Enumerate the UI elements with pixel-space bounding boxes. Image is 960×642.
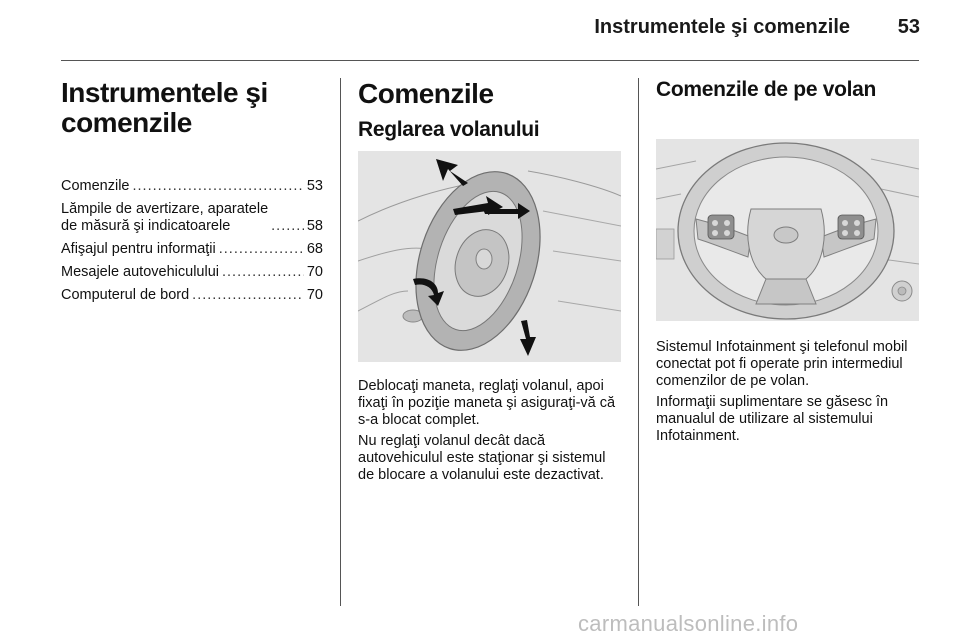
section-title: Comenzile (358, 78, 494, 109)
toc-entry-mesajele[interactable] (61, 264, 323, 281)
chapter-title-line-1: Instrumentele şi (61, 77, 268, 108)
steering-controls-title: Comenzile de pe volan (656, 78, 877, 101)
toc-leader-dots (133, 178, 304, 195)
toc-leader-dots (192, 287, 304, 304)
watermark-text: carmanualsonline.info (578, 611, 799, 636)
right-control-buttons (838, 215, 864, 239)
paragraph-steering-controls-more: Informaţii suplimentare se găsesc în manualul de utilizare al sistemului Infotainment. (656, 394, 889, 444)
column-divider-2 (638, 78, 639, 606)
toc-entry-page[interactable]: 70 (306, 287, 323, 303)
column-divider-1 (340, 78, 341, 606)
toc-leader-dots (222, 264, 304, 281)
toc-entry-title[interactable]: Mesajele autovehiculului (61, 264, 219, 280)
paragraph-adjust-warning: Nu reglaţi volanul decât dacă autovehiculul este staţionar şi sistemul de blocare a volanului este dezactivat. (358, 433, 606, 483)
toc-entry-comenzile[interactable] (61, 178, 323, 195)
toc-entry-title[interactable]: Afişajul pentru informaţii (61, 241, 216, 257)
paragraph-adjust-instructions: Deblocaţi maneta, reglaţi volanul, apoi fixaţi în poziţie maneta şi asiguraţi-vă că s-a blocat complet. (358, 378, 616, 428)
toc-leader-dots (219, 241, 304, 258)
paragraph-steering-controls-info: Sistemul Infotainment şi telefonul mobil conectat pot fi operate prin intermediul comenzilor de pe volan. (656, 339, 908, 389)
steering-adjustment-illustration (358, 151, 621, 362)
toc-leader-dots (271, 218, 304, 235)
toc-entry-page[interactable]: 68 (306, 241, 323, 257)
table-of-contents (61, 178, 323, 310)
toc-entry-title-line-1[interactable]: Lămpile de avertizare, aparatele (61, 201, 269, 217)
toc-entry-title[interactable] (61, 201, 268, 235)
steering-adjustment-drawing (358, 151, 621, 362)
toc-entry-page[interactable]: 53 (306, 178, 323, 194)
toc-entry-computerul[interactable] (61, 287, 323, 304)
chapter-title-line-2: comenzile (61, 107, 192, 138)
toc-entry-title-line-2[interactable]: de măsură şi indicatoarele (61, 218, 231, 234)
steering-wheel-drawing (656, 139, 919, 321)
chapter-title (61, 78, 331, 138)
subsection-title: Reglarea volanului (358, 118, 540, 141)
toc-entry-page[interactable]: 70 (306, 264, 323, 280)
toc-entry-title[interactable]: Computerul de bord (61, 287, 190, 303)
header-rule (61, 60, 919, 61)
steering-wheel-controls-illustration (656, 139, 919, 321)
toc-entry-page[interactable]: 58 (306, 218, 323, 234)
toc-entry-afisajul[interactable] (61, 241, 323, 258)
toc-entry-title[interactable]: Comenzile (61, 178, 130, 194)
toc-entry-lampile[interactable] (61, 201, 323, 235)
running-header-title: Instrumentele şi comenzile (594, 16, 850, 38)
page-number: 53 (897, 16, 920, 38)
left-control-buttons (708, 215, 734, 239)
